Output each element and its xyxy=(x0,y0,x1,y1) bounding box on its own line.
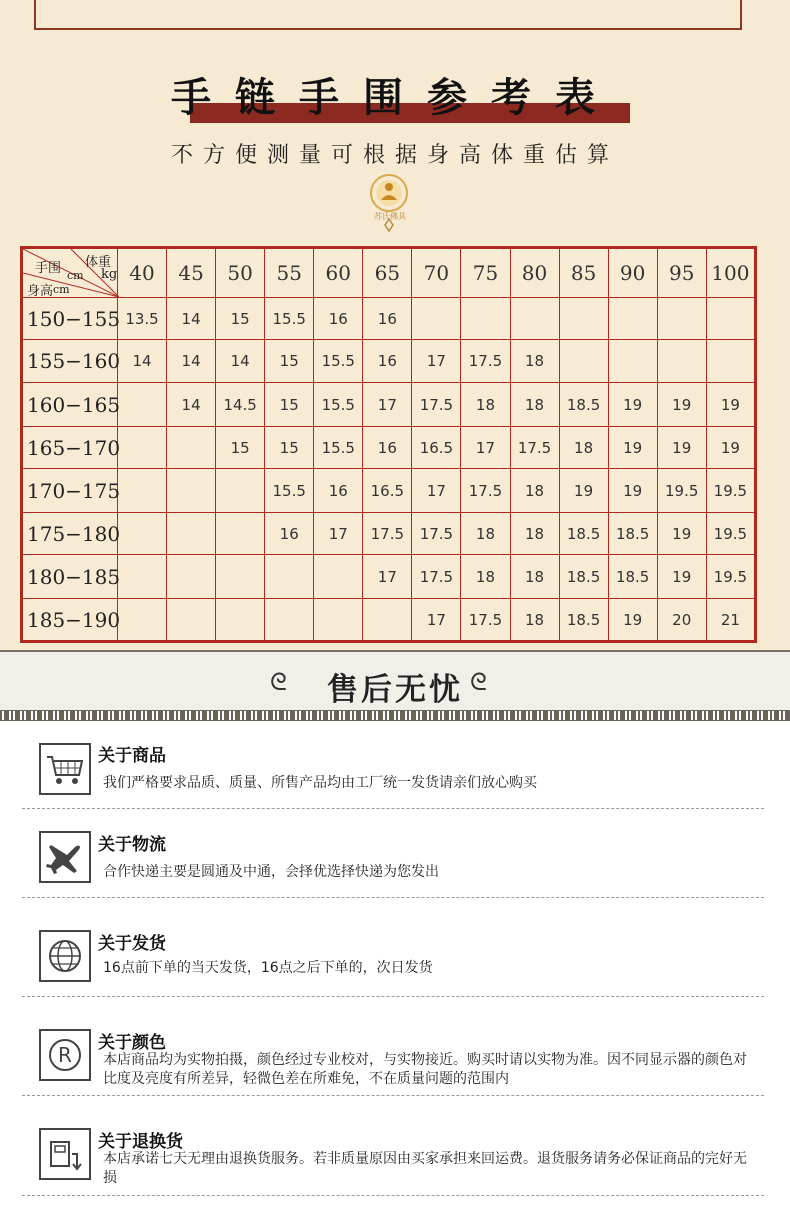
weight-header: 90 xyxy=(608,248,657,298)
table-header-row xyxy=(22,248,756,298)
info-title: 关于商品 xyxy=(98,746,166,766)
height-range-cell: 185−190 xyxy=(22,599,118,642)
wrist-size-cell: 18 xyxy=(461,383,510,427)
wrist-size-cell: 15.5 xyxy=(314,340,363,383)
chart-title: 手链手围参考表 xyxy=(171,74,619,121)
wrist-size-cell xyxy=(167,469,216,513)
logo-text: 苏氏佛具 xyxy=(374,212,406,221)
corner-height-label: 身高 xyxy=(27,284,54,299)
weight-header: 55 xyxy=(265,248,314,298)
wrist-size-cell xyxy=(167,427,216,469)
greek-key-border xyxy=(0,710,790,721)
wrist-size-cell: 19 xyxy=(608,383,657,427)
wrist-size-cell: 14 xyxy=(167,298,216,340)
wrist-size-cell xyxy=(363,599,412,642)
wrist-size-cell: 16 xyxy=(265,513,314,555)
wrist-size-cell: 16 xyxy=(314,469,363,513)
wrist-size-cell: 19 xyxy=(608,427,657,469)
wrist-size-cell xyxy=(167,555,216,599)
wrist-size-cell xyxy=(265,555,314,599)
wrist-size-cell: 18.5 xyxy=(559,383,608,427)
wrist-size-cell xyxy=(461,298,510,340)
weight-header: 100 xyxy=(706,248,755,298)
wrist-size-cell: 14 xyxy=(167,383,216,427)
wrist-size-cell: 15 xyxy=(216,298,265,340)
wrist-size-cell: 19 xyxy=(657,427,706,469)
after-sales-title: 售后无忧 xyxy=(327,672,463,708)
after-sales-band xyxy=(0,650,790,712)
wrist-size-cell xyxy=(216,513,265,555)
table-corner-cell xyxy=(22,248,118,298)
weight-header: 85 xyxy=(559,248,608,298)
wrist-size-cell: 18.5 xyxy=(608,513,657,555)
wrist-size-cell: 17.5 xyxy=(363,513,412,555)
info-title: 关于发货 xyxy=(98,934,166,954)
wrist-size-cell xyxy=(608,340,657,383)
wrist-size-cell xyxy=(216,599,265,642)
weight-header: 70 xyxy=(412,248,461,298)
height-range-cell: 165−170 xyxy=(22,427,118,469)
cloud-left-icon: ᘓ xyxy=(270,668,287,696)
wrist-size-cell xyxy=(216,469,265,513)
wrist-size-cell: 18.5 xyxy=(559,555,608,599)
wrist-size-cell: 17 xyxy=(412,599,461,642)
wrist-size-cell xyxy=(167,513,216,555)
wrist-size-cell: 18.5 xyxy=(559,599,608,642)
wrist-size-cell xyxy=(314,599,363,642)
table-row xyxy=(22,555,756,599)
wrist-size-cell: 17.5 xyxy=(461,469,510,513)
wrist-size-cell: 15.5 xyxy=(265,469,314,513)
height-range-cell: 150−155 xyxy=(22,298,118,340)
top-frame xyxy=(34,0,742,30)
info-desc: 16点前下单的当天发货，16点之后下单的，次日发货 xyxy=(103,960,433,976)
height-range-cell: 155−160 xyxy=(22,340,118,383)
wrist-size-cell: 16 xyxy=(363,298,412,340)
wrist-size-cell: 14.5 xyxy=(216,383,265,427)
return-box-icon xyxy=(39,1128,91,1180)
wrist-size-cell: 19.5 xyxy=(706,513,755,555)
wrist-size-cell: 17 xyxy=(363,555,412,599)
after-sales-section xyxy=(0,650,790,1219)
wrist-size-cell: 17.5 xyxy=(461,340,510,383)
wrist-size-cell xyxy=(118,469,167,513)
corner-height-unit: cm xyxy=(53,283,70,296)
wrist-size-cell: 18.5 xyxy=(608,555,657,599)
wrist-size-cell: 18 xyxy=(461,513,510,555)
wrist-size-cell: 18 xyxy=(461,555,510,599)
table-row xyxy=(22,298,756,340)
info-desc: 我们严格要求品质、质量、所售产品均由工厂统一发货请亲们放心购买 xyxy=(103,775,537,791)
table-row xyxy=(22,383,756,427)
wrist-size-cell: 19 xyxy=(657,513,706,555)
height-range-cell: 180−185 xyxy=(22,555,118,599)
wrist-size-cell: 17 xyxy=(412,469,461,513)
wrist-size-cell: 15.5 xyxy=(314,427,363,469)
wrist-size-cell: 16 xyxy=(363,427,412,469)
wrist-size-cell: 17.5 xyxy=(510,427,559,469)
corner-weight-label: 体重 xyxy=(85,255,112,270)
buddha-logo-icon xyxy=(364,173,414,233)
info-item-goods xyxy=(22,736,764,809)
wrist-size-cell: 17.5 xyxy=(412,383,461,427)
wrist-size-cell: 19 xyxy=(657,383,706,427)
size-table xyxy=(20,246,757,643)
wrist-size-cell: 19.5 xyxy=(706,555,755,599)
shopping-cart-icon xyxy=(39,743,91,795)
wrist-size-cell xyxy=(657,340,706,383)
info-title: 关于物流 xyxy=(98,835,166,855)
wrist-size-cell: 19 xyxy=(608,599,657,642)
height-range-cell: 160−165 xyxy=(22,383,118,427)
wrist-size-cell xyxy=(706,340,755,383)
corner-wrist-label: 手围 xyxy=(35,261,62,276)
wrist-size-cell xyxy=(265,599,314,642)
weight-header: 45 xyxy=(167,248,216,298)
table-row xyxy=(22,469,756,513)
wrist-size-cell xyxy=(706,298,755,340)
weight-header: 95 xyxy=(657,248,706,298)
wrist-size-cell: 19 xyxy=(706,383,755,427)
info-desc: 本店承诺七天无理由退换货服务。若非质量原因由买家承担来回运费。退货服务请务必保证商品的完好无损 xyxy=(103,1151,747,1186)
weight-header: 50 xyxy=(216,248,265,298)
wrist-size-cell: 19.5 xyxy=(706,469,755,513)
wrist-size-cell xyxy=(510,298,559,340)
registered-icon xyxy=(39,1029,91,1081)
wrist-size-cell xyxy=(657,298,706,340)
wrist-size-cell: 15.5 xyxy=(265,298,314,340)
info-item-returns xyxy=(22,1113,764,1196)
wrist-size-cell xyxy=(608,298,657,340)
weight-header: 40 xyxy=(118,248,167,298)
wrist-size-cell: 16 xyxy=(363,340,412,383)
wrist-size-cell: 21 xyxy=(706,599,755,642)
wrist-size-cell: 18 xyxy=(510,383,559,427)
weight-header: 60 xyxy=(314,248,363,298)
wrist-size-cell: 18 xyxy=(510,555,559,599)
wrist-size-cell xyxy=(118,599,167,642)
wrist-size-cell: 14 xyxy=(216,340,265,383)
wrist-size-cell: 19 xyxy=(608,469,657,513)
wrist-size-cell: 16 xyxy=(314,298,363,340)
wrist-size-cell: 17.5 xyxy=(461,599,510,642)
info-desc: 本店商品均为实物拍摄，颜色经过专业校对，与实物接近。购买时请以实物为准。因不同显示器的颜色对比度及亮度有所差异，轻微色差在所难免，不在质量问题的范围内 xyxy=(103,1052,747,1087)
wrist-size-cell xyxy=(118,555,167,599)
wrist-size-cell: 18 xyxy=(510,513,559,555)
wrist-size-cell: 17 xyxy=(363,383,412,427)
wrist-size-cell xyxy=(167,599,216,642)
wrist-size-cell: 17.5 xyxy=(412,555,461,599)
corner-wrist-unit: cm xyxy=(67,269,84,282)
wrist-size-cell: 19 xyxy=(706,427,755,469)
info-item-shipping xyxy=(22,915,764,997)
wrist-size-cell: 18 xyxy=(510,340,559,383)
table-row xyxy=(22,427,756,469)
weight-header: 80 xyxy=(510,248,559,298)
wrist-size-cell xyxy=(216,555,265,599)
wrist-size-cell xyxy=(559,298,608,340)
info-title: 关于颜色 xyxy=(98,1033,166,1053)
wrist-size-cell: 18.5 xyxy=(559,513,608,555)
wrist-size-cell: 17 xyxy=(461,427,510,469)
info-item-color xyxy=(22,1014,764,1096)
height-range-cell: 170−175 xyxy=(22,469,118,513)
wrist-size-cell xyxy=(559,340,608,383)
wrist-size-cell: 15 xyxy=(265,427,314,469)
info-item-logistics xyxy=(22,825,764,898)
info-desc: 合作快递主要是圆通及中通，会择优选择快递为您发出 xyxy=(103,864,439,880)
svg-text:R: R xyxy=(58,1043,72,1067)
corner-weight-unit: kg xyxy=(101,267,118,282)
wrist-size-cell: 16.5 xyxy=(363,469,412,513)
wrist-size-cell: 14 xyxy=(118,340,167,383)
wrist-size-cell xyxy=(314,555,363,599)
height-range-cell: 175−180 xyxy=(22,513,118,555)
airplane-icon xyxy=(39,831,91,883)
table-row xyxy=(22,340,756,383)
wrist-size-cell: 13.5 xyxy=(118,298,167,340)
wrist-size-cell: 14 xyxy=(167,340,216,383)
wrist-size-cell xyxy=(412,298,461,340)
wrist-size-cell xyxy=(118,427,167,469)
wrist-size-cell: 17 xyxy=(412,340,461,383)
wrist-size-cell: 18 xyxy=(510,469,559,513)
wrist-size-cell: 16.5 xyxy=(412,427,461,469)
cloud-right-icon: ᘓ xyxy=(470,668,487,696)
wrist-size-cell: 18 xyxy=(510,599,559,642)
wrist-size-cell: 19 xyxy=(657,555,706,599)
wrist-size-cell: 17.5 xyxy=(412,513,461,555)
wrist-size-cell: 19.5 xyxy=(657,469,706,513)
wrist-size-cell xyxy=(118,383,167,427)
wrist-size-cell: 20 xyxy=(657,599,706,642)
wrist-size-cell: 15 xyxy=(265,340,314,383)
chart-subtitle: 不方便测量可根据身高体重估算 xyxy=(170,143,619,168)
info-title: 关于退换货 xyxy=(98,1132,183,1152)
wrist-size-cell: 15 xyxy=(216,427,265,469)
wrist-size-cell: 17 xyxy=(314,513,363,555)
wrist-size-cell: 15 xyxy=(265,383,314,427)
weight-header: 65 xyxy=(363,248,412,298)
globe-icon xyxy=(39,930,91,982)
table-row xyxy=(22,599,756,642)
wrist-size-cell: 15.5 xyxy=(314,383,363,427)
wrist-size-cell: 18 xyxy=(559,427,608,469)
wrist-size-cell: 19 xyxy=(559,469,608,513)
table-row xyxy=(22,513,756,555)
weight-header: 75 xyxy=(461,248,510,298)
wrist-size-cell xyxy=(118,513,167,555)
